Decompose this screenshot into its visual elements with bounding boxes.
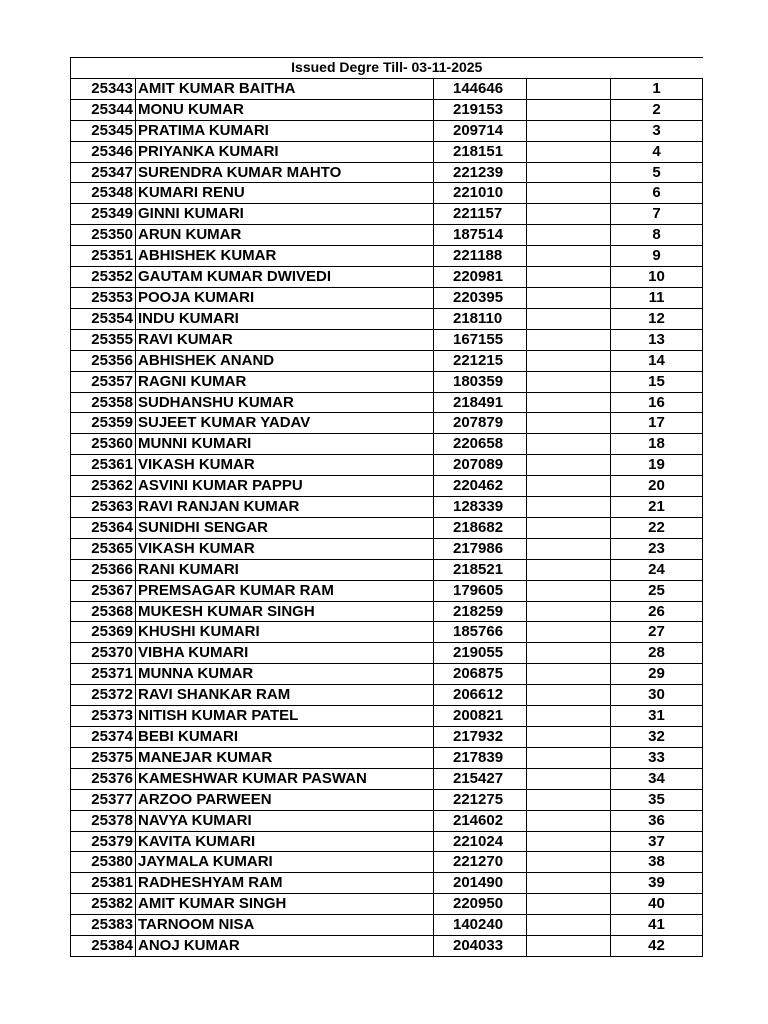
- serial-number-cell: 25349: [71, 204, 136, 225]
- student-name-cell: GAUTAM KUMAR DWIVEDI: [136, 267, 434, 288]
- empty-cell: [527, 559, 611, 580]
- serial-number-cell: 25368: [71, 601, 136, 622]
- student-name-cell: PRATIMA KUMARI: [136, 120, 434, 141]
- empty-cell: [527, 810, 611, 831]
- student-name-cell: NAVYA KUMARI: [136, 810, 434, 831]
- serial-number-cell: 25356: [71, 350, 136, 371]
- registration-number-cell: 219055: [434, 643, 527, 664]
- table-row: [71, 287, 703, 308]
- empty-cell: [527, 873, 611, 894]
- registration-number-cell: 220395: [434, 287, 527, 308]
- degree-table: [70, 57, 703, 957]
- student-name-cell: ASVINI KUMAR PAPPU: [136, 476, 434, 497]
- serial-number-cell: 25347: [71, 162, 136, 183]
- row-index-cell: 32: [611, 727, 703, 748]
- row-index-cell: 2: [611, 99, 703, 120]
- student-name-cell: RANI KUMARI: [136, 559, 434, 580]
- table-row: [71, 852, 703, 873]
- empty-cell: [527, 350, 611, 371]
- row-index-cell: 5: [611, 162, 703, 183]
- row-index-cell: 18: [611, 434, 703, 455]
- empty-cell: [527, 685, 611, 706]
- table-row: [71, 538, 703, 559]
- table-row: [71, 936, 703, 957]
- serial-number-cell: 25375: [71, 747, 136, 768]
- registration-number-cell: 221010: [434, 183, 527, 204]
- row-index-cell: 41: [611, 915, 703, 936]
- row-index-cell: 31: [611, 706, 703, 727]
- serial-number-cell: 25371: [71, 664, 136, 685]
- table-row: [71, 517, 703, 538]
- student-name-cell: AMIT KUMAR SINGH: [136, 894, 434, 915]
- registration-number-cell: 140240: [434, 915, 527, 936]
- serial-number-cell: 25379: [71, 831, 136, 852]
- student-name-cell: ARZOO PARWEEN: [136, 789, 434, 810]
- serial-number-cell: 25367: [71, 580, 136, 601]
- student-name-cell: RAGNI KUMAR: [136, 371, 434, 392]
- student-name-cell: GINNI KUMARI: [136, 204, 434, 225]
- row-index-cell: 29: [611, 664, 703, 685]
- serial-number-cell: 25350: [71, 225, 136, 246]
- row-index-cell: 40: [611, 894, 703, 915]
- row-index-cell: 9: [611, 246, 703, 267]
- serial-number-cell: 25365: [71, 538, 136, 559]
- table-row: [71, 706, 703, 727]
- registration-number-cell: 218151: [434, 141, 527, 162]
- registration-number-cell: 221215: [434, 350, 527, 371]
- student-name-cell: INDU KUMARI: [136, 308, 434, 329]
- table-row: [71, 894, 703, 915]
- row-index-cell: 27: [611, 622, 703, 643]
- registration-number-cell: 187514: [434, 225, 527, 246]
- table-row: [71, 580, 703, 601]
- table-row: [71, 601, 703, 622]
- registration-number-cell: 218259: [434, 601, 527, 622]
- row-index-cell: 17: [611, 413, 703, 434]
- empty-cell: [527, 371, 611, 392]
- serial-number-cell: 25360: [71, 434, 136, 455]
- serial-number-cell: 25344: [71, 99, 136, 120]
- serial-number-cell: 25377: [71, 789, 136, 810]
- table-row: [71, 664, 703, 685]
- serial-number-cell: 25348: [71, 183, 136, 204]
- student-name-cell: MUKESH KUMAR SINGH: [136, 601, 434, 622]
- row-index-cell: 23: [611, 538, 703, 559]
- registration-number-cell: 220462: [434, 476, 527, 497]
- empty-cell: [527, 517, 611, 538]
- table-row: [71, 915, 703, 936]
- empty-cell: [527, 120, 611, 141]
- registration-number-cell: 209714: [434, 120, 527, 141]
- registration-number-cell: 218491: [434, 392, 527, 413]
- student-name-cell: ABHISHEK ANAND: [136, 350, 434, 371]
- table-row: [71, 559, 703, 580]
- registration-number-cell: 200821: [434, 706, 527, 727]
- empty-cell: [527, 413, 611, 434]
- table-row: [71, 831, 703, 852]
- empty-cell: [527, 78, 611, 99]
- empty-cell: [527, 204, 611, 225]
- table-row: [71, 622, 703, 643]
- row-index-cell: 25: [611, 580, 703, 601]
- table-row: [71, 204, 703, 225]
- registration-number-cell: 180359: [434, 371, 527, 392]
- row-index-cell: 16: [611, 392, 703, 413]
- student-name-cell: ABHISHEK KUMAR: [136, 246, 434, 267]
- document-title: Issued Degre Till- 03-11-2025: [71, 58, 703, 79]
- serial-number-cell: 25362: [71, 476, 136, 497]
- empty-cell: [527, 727, 611, 748]
- row-index-cell: 24: [611, 559, 703, 580]
- empty-cell: [527, 141, 611, 162]
- empty-cell: [527, 455, 611, 476]
- empty-cell: [527, 894, 611, 915]
- student-name-cell: RAVI KUMAR: [136, 329, 434, 350]
- empty-cell: [527, 434, 611, 455]
- registration-number-cell: 128339: [434, 497, 527, 518]
- registration-number-cell: 204033: [434, 936, 527, 957]
- row-index-cell: 36: [611, 810, 703, 831]
- serial-number-cell: 25353: [71, 287, 136, 308]
- serial-number-cell: 25343: [71, 78, 136, 99]
- serial-number-cell: 25357: [71, 371, 136, 392]
- row-index-cell: 26: [611, 601, 703, 622]
- row-index-cell: 35: [611, 789, 703, 810]
- serial-number-cell: 25345: [71, 120, 136, 141]
- student-name-cell: RADHESHYAM RAM: [136, 873, 434, 894]
- student-name-cell: VIKASH KUMAR: [136, 455, 434, 476]
- table-row: [71, 78, 703, 99]
- registration-number-cell: 218682: [434, 517, 527, 538]
- table-row: [71, 99, 703, 120]
- empty-cell: [527, 392, 611, 413]
- registration-number-cell: 217986: [434, 538, 527, 559]
- registration-number-cell: 219153: [434, 99, 527, 120]
- table-row: [71, 768, 703, 789]
- registration-number-cell: 206612: [434, 685, 527, 706]
- empty-cell: [527, 476, 611, 497]
- empty-cell: [527, 831, 611, 852]
- empty-cell: [527, 497, 611, 518]
- registration-number-cell: 217839: [434, 747, 527, 768]
- registration-number-cell: 214602: [434, 810, 527, 831]
- empty-cell: [527, 747, 611, 768]
- table-row: [71, 183, 703, 204]
- row-index-cell: 38: [611, 852, 703, 873]
- empty-cell: [527, 308, 611, 329]
- empty-cell: [527, 267, 611, 288]
- registration-number-cell: 221024: [434, 831, 527, 852]
- table-row: [71, 747, 703, 768]
- registration-number-cell: 207879: [434, 413, 527, 434]
- student-name-cell: MUNNI KUMARI: [136, 434, 434, 455]
- student-name-cell: PREMSAGAR KUMAR RAM: [136, 580, 434, 601]
- student-name-cell: JAYMALA KUMARI: [136, 852, 434, 873]
- serial-number-cell: 25363: [71, 497, 136, 518]
- table-row: [71, 329, 703, 350]
- registration-number-cell: 201490: [434, 873, 527, 894]
- serial-number-cell: 25354: [71, 308, 136, 329]
- row-index-cell: 20: [611, 476, 703, 497]
- empty-cell: [527, 287, 611, 308]
- registration-number-cell: 221157: [434, 204, 527, 225]
- serial-number-cell: 25366: [71, 559, 136, 580]
- registration-number-cell: 167155: [434, 329, 527, 350]
- table-row: [71, 308, 703, 329]
- student-name-cell: VIKASH KUMAR: [136, 538, 434, 559]
- student-name-cell: POOJA KUMARI: [136, 287, 434, 308]
- registration-number-cell: 221188: [434, 246, 527, 267]
- row-index-cell: 4: [611, 141, 703, 162]
- row-index-cell: 8: [611, 225, 703, 246]
- student-name-cell: TARNOOM NISA: [136, 915, 434, 936]
- serial-number-cell: 25364: [71, 517, 136, 538]
- serial-number-cell: 25376: [71, 768, 136, 789]
- table-row: [71, 162, 703, 183]
- table-row: [71, 246, 703, 267]
- serial-number-cell: 25346: [71, 141, 136, 162]
- table-row: [71, 643, 703, 664]
- table-row: [71, 455, 703, 476]
- empty-cell: [527, 622, 611, 643]
- empty-cell: [527, 225, 611, 246]
- empty-cell: [527, 99, 611, 120]
- student-name-cell: KAVITA KUMARI: [136, 831, 434, 852]
- row-index-cell: 3: [611, 120, 703, 141]
- registration-number-cell: 218110: [434, 308, 527, 329]
- empty-cell: [527, 643, 611, 664]
- degree-list-sheet: [70, 57, 703, 957]
- table-row: [71, 371, 703, 392]
- row-index-cell: 7: [611, 204, 703, 225]
- student-name-cell: RAVI RANJAN KUMAR: [136, 497, 434, 518]
- student-name-cell: ARUN KUMAR: [136, 225, 434, 246]
- student-name-cell: PRIYANKA KUMARI: [136, 141, 434, 162]
- registration-number-cell: 144646: [434, 78, 527, 99]
- empty-cell: [527, 246, 611, 267]
- table-row: [71, 392, 703, 413]
- serial-number-cell: 25381: [71, 873, 136, 894]
- serial-number-cell: 25382: [71, 894, 136, 915]
- serial-number-cell: 25351: [71, 246, 136, 267]
- empty-cell: [527, 915, 611, 936]
- registration-number-cell: 218521: [434, 559, 527, 580]
- registration-number-cell: 185766: [434, 622, 527, 643]
- row-index-cell: 33: [611, 747, 703, 768]
- table-row: [71, 120, 703, 141]
- serial-number-cell: 25355: [71, 329, 136, 350]
- registration-number-cell: 221270: [434, 852, 527, 873]
- empty-cell: [527, 329, 611, 350]
- student-name-cell: KUMARI RENU: [136, 183, 434, 204]
- empty-cell: [527, 936, 611, 957]
- table-row: [71, 141, 703, 162]
- table-row: [71, 685, 703, 706]
- empty-cell: [527, 664, 611, 685]
- student-name-cell: MONU KUMAR: [136, 99, 434, 120]
- table-row: [71, 476, 703, 497]
- registration-number-cell: 207089: [434, 455, 527, 476]
- registration-number-cell: 220950: [434, 894, 527, 915]
- table-row: [71, 225, 703, 246]
- serial-number-cell: 25370: [71, 643, 136, 664]
- row-index-cell: 30: [611, 685, 703, 706]
- table-row: [71, 873, 703, 894]
- table-row: [71, 789, 703, 810]
- student-name-cell: NITISH KUMAR PATEL: [136, 706, 434, 727]
- student-name-cell: AMIT KUMAR BAITHA: [136, 78, 434, 99]
- row-index-cell: 42: [611, 936, 703, 957]
- student-name-cell: ANOJ KUMAR: [136, 936, 434, 957]
- empty-cell: [527, 538, 611, 559]
- table-row: [71, 727, 703, 748]
- student-name-cell: VIBHA KUMARI: [136, 643, 434, 664]
- row-index-cell: 11: [611, 287, 703, 308]
- row-index-cell: 34: [611, 768, 703, 789]
- row-index-cell: 6: [611, 183, 703, 204]
- serial-number-cell: 25361: [71, 455, 136, 476]
- row-index-cell: 22: [611, 517, 703, 538]
- row-index-cell: 10: [611, 267, 703, 288]
- empty-cell: [527, 789, 611, 810]
- registration-number-cell: 217932: [434, 727, 527, 748]
- row-index-cell: 21: [611, 497, 703, 518]
- row-index-cell: 19: [611, 455, 703, 476]
- degree-table-body: [71, 58, 703, 957]
- student-name-cell: BEBI KUMARI: [136, 727, 434, 748]
- table-row: [71, 413, 703, 434]
- student-name-cell: RAVI SHANKAR RAM: [136, 685, 434, 706]
- row-index-cell: 14: [611, 350, 703, 371]
- table-row: [71, 497, 703, 518]
- serial-number-cell: 25358: [71, 392, 136, 413]
- row-index-cell: 15: [611, 371, 703, 392]
- serial-number-cell: 25372: [71, 685, 136, 706]
- row-index-cell: 28: [611, 643, 703, 664]
- serial-number-cell: 25383: [71, 915, 136, 936]
- row-index-cell: 13: [611, 329, 703, 350]
- student-name-cell: MUNNA KUMAR: [136, 664, 434, 685]
- student-name-cell: KHUSHI KUMARI: [136, 622, 434, 643]
- student-name-cell: SUDHANSHU KUMAR: [136, 392, 434, 413]
- serial-number-cell: 25373: [71, 706, 136, 727]
- table-row: [71, 434, 703, 455]
- serial-number-cell: 25378: [71, 810, 136, 831]
- serial-number-cell: 25352: [71, 267, 136, 288]
- row-index-cell: 1: [611, 78, 703, 99]
- serial-number-cell: 25384: [71, 936, 136, 957]
- registration-number-cell: 215427: [434, 768, 527, 789]
- serial-number-cell: 25369: [71, 622, 136, 643]
- serial-number-cell: 25380: [71, 852, 136, 873]
- registration-number-cell: 206875: [434, 664, 527, 685]
- empty-cell: [527, 162, 611, 183]
- row-index-cell: 37: [611, 831, 703, 852]
- empty-cell: [527, 183, 611, 204]
- empty-cell: [527, 580, 611, 601]
- empty-cell: [527, 601, 611, 622]
- registration-number-cell: 220658: [434, 434, 527, 455]
- empty-cell: [527, 852, 611, 873]
- table-row: [71, 810, 703, 831]
- row-index-cell: 39: [611, 873, 703, 894]
- student-name-cell: SURENDRA KUMAR MAHTO: [136, 162, 434, 183]
- registration-number-cell: 179605: [434, 580, 527, 601]
- title-row: [71, 58, 703, 79]
- registration-number-cell: 221275: [434, 789, 527, 810]
- table-row: [71, 350, 703, 371]
- student-name-cell: SUNIDHI SENGAR: [136, 517, 434, 538]
- empty-cell: [527, 706, 611, 727]
- table-row: [71, 267, 703, 288]
- student-name-cell: SUJEET KUMAR YADAV: [136, 413, 434, 434]
- serial-number-cell: 25374: [71, 727, 136, 748]
- row-index-cell: 12: [611, 308, 703, 329]
- empty-cell: [527, 768, 611, 789]
- registration-number-cell: 220981: [434, 267, 527, 288]
- serial-number-cell: 25359: [71, 413, 136, 434]
- student-name-cell: KAMESHWAR KUMAR PASWAN: [136, 768, 434, 789]
- student-name-cell: MANEJAR KUMAR: [136, 747, 434, 768]
- registration-number-cell: 221239: [434, 162, 527, 183]
